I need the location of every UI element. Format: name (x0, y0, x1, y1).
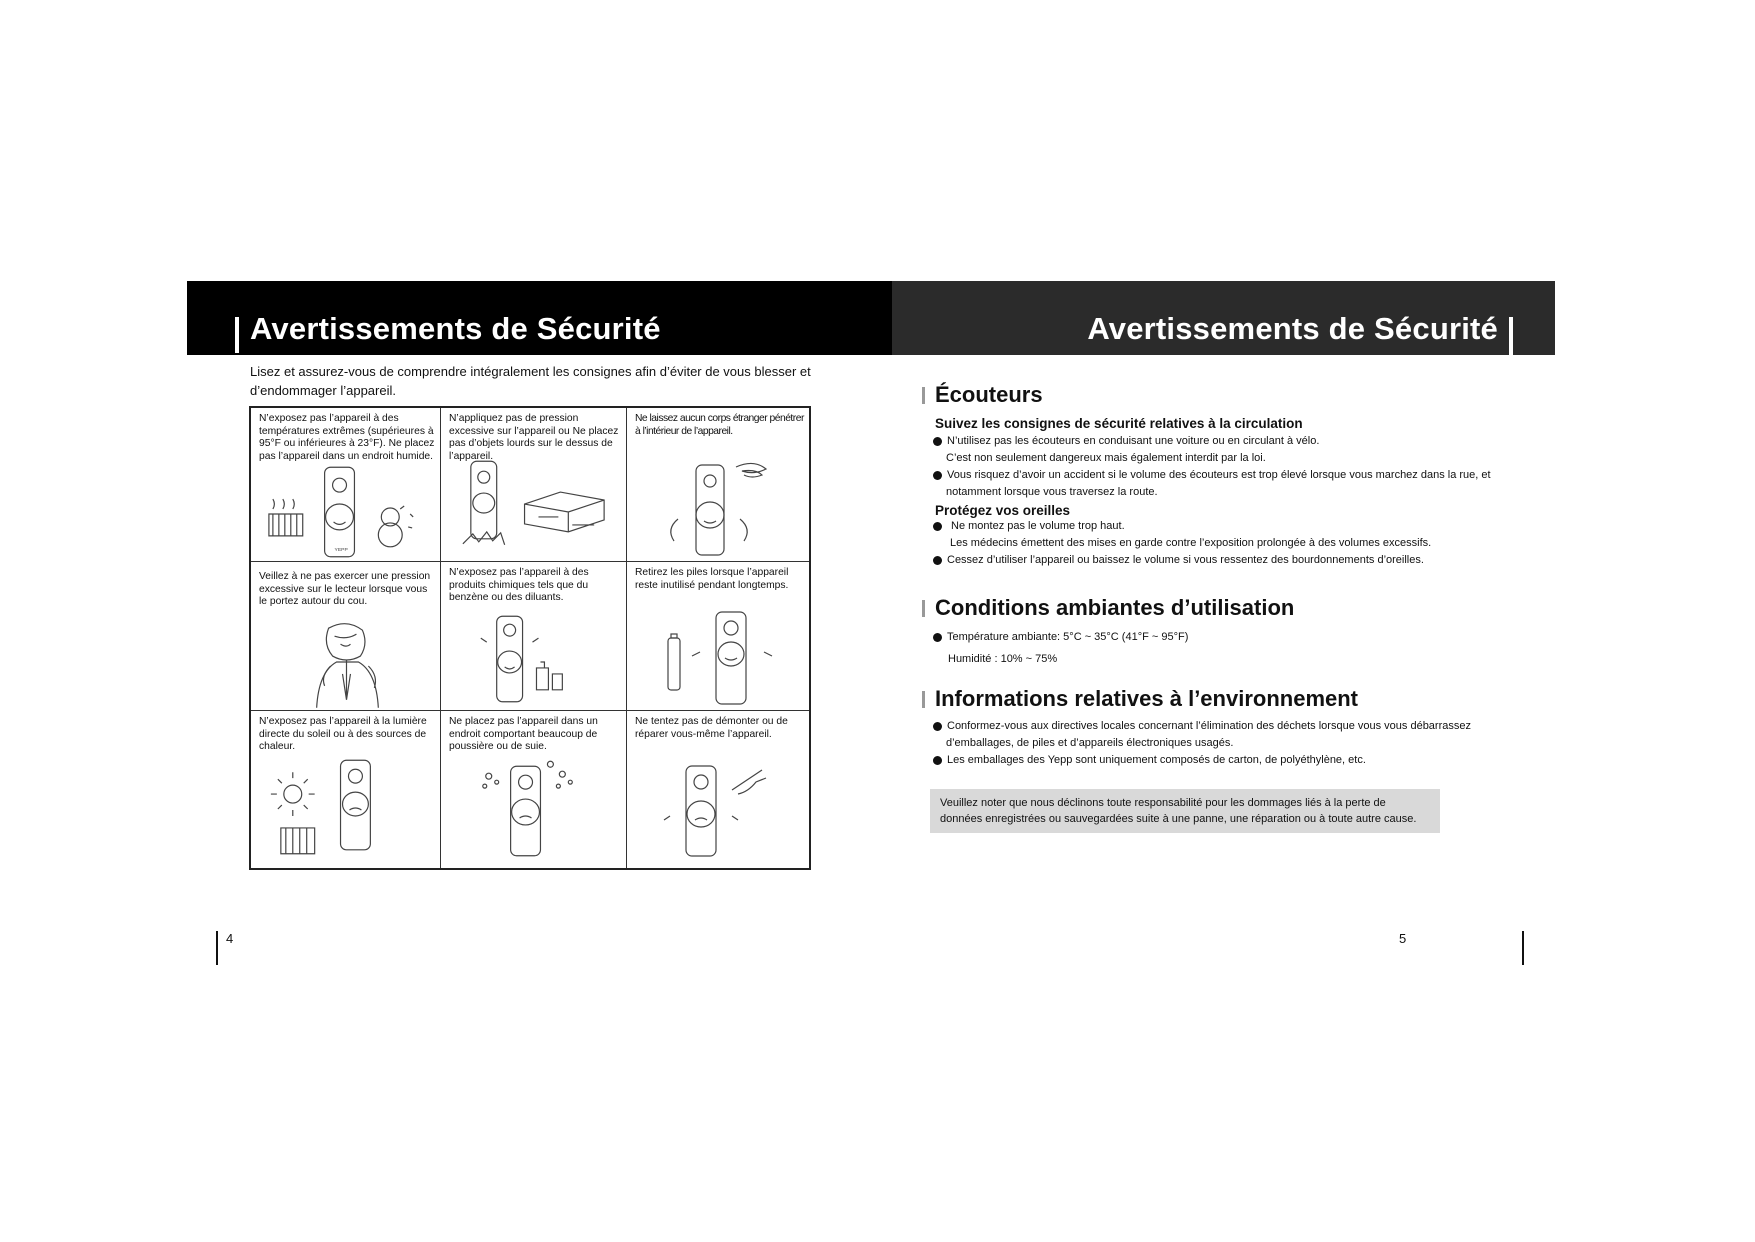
warning-text: Ne tentez pas de démonter ou de réparer vous-même l’appareil. (635, 716, 788, 740)
subheading: Suivez les consignes de sécurité relatives à la circulation (935, 416, 1303, 431)
page-number-bar (216, 931, 218, 965)
warning-text: N’exposez pas l’appareil à des produits chimiques tels que du benzène ou des diluants. (449, 567, 589, 603)
section-title-text: Conditions ambiantes d’utilisation (935, 595, 1295, 620)
list-item-text: Cessez d’utiliser l’appareil ou baissez le volume si vous ressentez des bourdonnements d’oreilles. (947, 554, 1424, 566)
list-item (933, 718, 1573, 735)
warning-cell-sunlight (251, 711, 441, 868)
subheading: Protégez vos oreilles (935, 503, 1071, 518)
warning-cell-disassemble (627, 711, 809, 868)
foreign-body-illustration (627, 459, 809, 559)
batteries-illustration (627, 608, 809, 708)
right-page (892, 0, 1755, 1242)
right-page-title: Avertissements de Sécurité (1087, 311, 1498, 346)
section-title-text: Écouteurs (935, 382, 1043, 407)
list-item-text: Ne montez pas le volume trop haut. (951, 520, 1125, 532)
section-title-text: Informations relatives à l’environnement (935, 686, 1359, 711)
list-item (933, 433, 1522, 450)
warning-cell-temperature (251, 408, 441, 562)
warning-text: N’appliquez pas de pression excessive sur l’appareil ou Ne placez pas d’objets lourds sur le dessus de l’appareil. (449, 413, 619, 462)
warning-cell-dust (441, 711, 627, 868)
warning-text: Retirez les piles lorsque l’appareil reste inutilisé pendant longtemps. (635, 567, 789, 591)
list-item-text: Vous risquez d’avoir un accident si le volume des écouteurs est trop élevé lorsque vous marchez dans la rue, et (947, 469, 1491, 481)
sunlight-illustration (251, 756, 440, 866)
header-accent-bar (235, 317, 239, 353)
list-item-text: N’utilisez pas les écouteurs en conduisant une voiture ou en circulant à vélo. (947, 435, 1320, 447)
list-item (933, 552, 1522, 569)
warning-text: Ne laissez aucun corps étranger pénétrer à l’intérieur de l’appareil. (635, 413, 804, 437)
section-environnement (922, 686, 1522, 769)
section-marker (922, 600, 925, 617)
left-page-title: Avertissements de Sécurité (250, 311, 661, 346)
list-item-continued: Humidité : 10% ~ 75% (948, 653, 1058, 665)
section-conditions (922, 595, 1522, 668)
header-accent-bar (1509, 317, 1513, 357)
warning-text: N’exposez pas l’appareil à la lumière directe du soleil ou à des sources de chaleur. (259, 716, 427, 752)
list-item-text: Les emballages des Yepp sont uniquement composés de carton, de polyéthylène, etc. (947, 754, 1366, 766)
bullet-icon (933, 437, 942, 446)
chemicals-illustration (441, 612, 626, 708)
warning-cell-foreign-body (627, 408, 809, 562)
list-item-text: Température ambiante: 5°C ~ 35°C (41°F ~ 95°F) (947, 631, 1189, 643)
warning-cell-batteries (627, 562, 809, 711)
section-marker (922, 387, 925, 404)
bullet-icon (933, 471, 942, 480)
list-item-continued: C’est non seulement dangereux mais également interdit par la loi. (946, 452, 1266, 464)
bullet-icon (933, 722, 942, 731)
list-item-continued: Les médecins émettent des mises en garde contre l’exposition prolongée à des volumes excessifs. (950, 537, 1432, 549)
disassemble-illustration (627, 756, 809, 866)
list-item-continued: d’emballages, de piles et d’appareils électroniques usagés. (946, 737, 1234, 749)
bullet-icon (933, 556, 942, 565)
section-title (922, 595, 1522, 621)
bullet-icon (933, 756, 942, 765)
bullet-icon (933, 633, 942, 642)
left-header-band (187, 281, 892, 355)
neck-illustration (251, 622, 440, 708)
section-ecouteurs (922, 382, 1522, 569)
warning-text: Ne placez pas l’appareil dans un endroit comportant beaucoup de poussière ou de suie. (449, 716, 598, 752)
warning-text: Veillez à ne pas exercer une pression excessive sur le lecteur lorsque vous le portez autour du cou. (259, 571, 431, 607)
list-item (933, 518, 1522, 535)
page-number: 4 (226, 931, 234, 946)
list-item-text: Conformez-vous aux directives locales concernant l’élimination des déchets lorsque vous vous débarrassez (947, 720, 1471, 732)
right-header-band (892, 281, 1555, 355)
bullet-icon (933, 522, 942, 531)
intro-text: Lisez et assurez-vous de comprendre intégralement les consignes afin d’éviter de vous blesser et d’endommager l’appareil. (250, 364, 811, 398)
warning-cell-pressure (441, 408, 627, 562)
warning-cell-chemicals (441, 562, 627, 711)
device-logo: YEPP (334, 547, 348, 553)
section-title (922, 382, 1522, 408)
temperature-illustration (251, 459, 440, 559)
warning-cell-neck (251, 562, 441, 711)
dust-illustration (441, 756, 626, 866)
list-item (933, 629, 1522, 646)
section-marker (922, 691, 925, 708)
list-item-continued: notamment lorsque vous traversez la route. (946, 486, 1158, 498)
warning-text: N’exposez pas l’appareil à des températures extrêmes (supérieures à 95°F ou inférieures à 23°F). Ne placez pas l’appareil dans un endroit humide. (259, 413, 435, 462)
list-item (933, 467, 1573, 484)
page-number: 5 (1399, 931, 1407, 946)
list-item (933, 752, 1522, 769)
page-number-bar (1522, 931, 1524, 965)
disclaimer-note: Veuillez noter que nous déclinons toute responsabilité pour les dommages liés à la perte de données enregistrées ou sauvegardées suite à une panne, une réparation ou à toute autre cause. (930, 789, 1440, 833)
warnings-grid (249, 406, 811, 870)
pressure-illustration (441, 459, 626, 559)
section-title (922, 686, 1522, 712)
